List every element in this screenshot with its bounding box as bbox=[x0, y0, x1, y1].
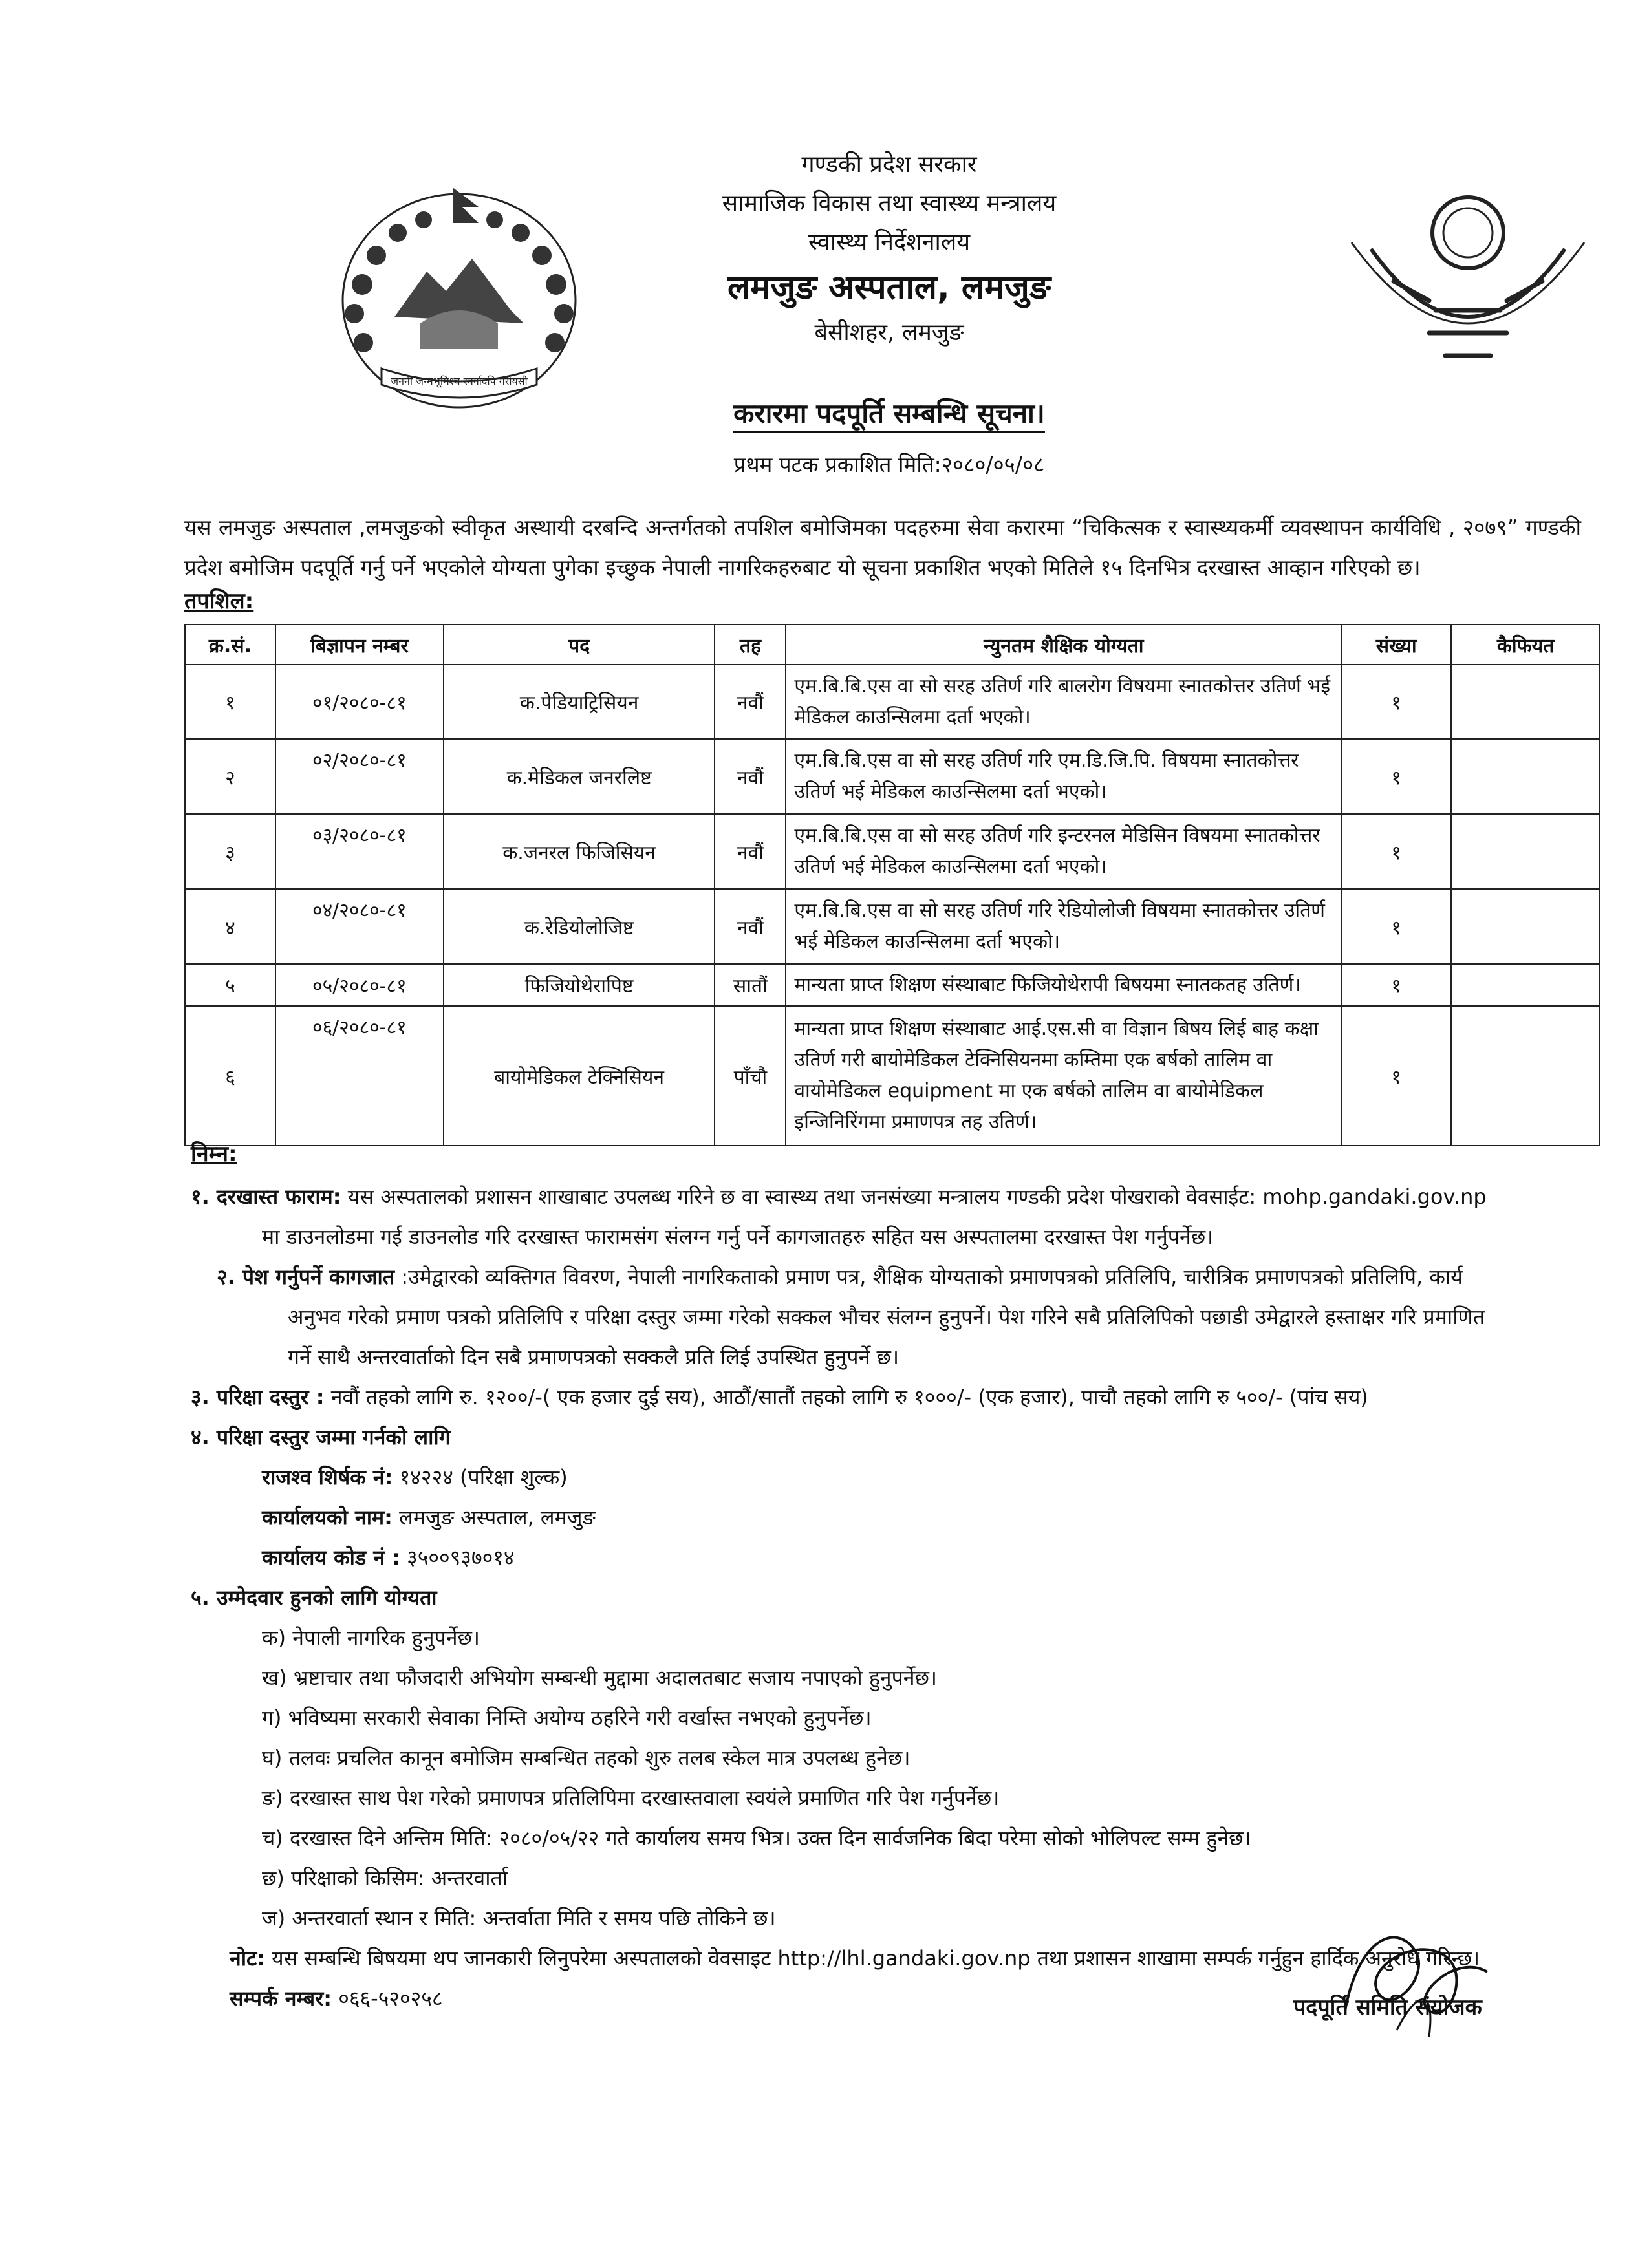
hospital-name: लमजुङ अस्पताल, लमजुङ bbox=[727, 268, 1051, 307]
eligibility-item: क) नेपाली नागरिक हुनुपर्नेछ। bbox=[262, 1625, 480, 1650]
cell-qualification: एम.बि.बि.एस वा सो सरह उतिर्ण गरि इन्टरनल मेडिसिन विषयमा स्नातकोत्तर उतिर्ण भई मेडिकल काउन्सिलमा दर्ता भएको। bbox=[786, 814, 1341, 889]
notice-title-text: करारमा पदपूर्ति सम्बन्धि सूचना। bbox=[733, 398, 1045, 433]
cell-count: १ bbox=[1341, 1006, 1451, 1146]
office-name-row bbox=[191, 1497, 1600, 1537]
col-level: तह bbox=[715, 625, 786, 665]
cell-serial: ६ bbox=[185, 1006, 275, 1146]
col-post: पद bbox=[444, 625, 715, 665]
cell-serial: ३ bbox=[185, 814, 275, 889]
header-line-directorate: स्वास्थ्य निर्देशनालय bbox=[808, 229, 971, 255]
notes-section bbox=[191, 1177, 1600, 2018]
header-line-ministry: सामाजिक विकास तथा स्वास्थ्य मन्त्रालय bbox=[722, 190, 1057, 217]
table-row bbox=[185, 814, 1600, 889]
cell-post: क.पेडियाट्रिसियन bbox=[444, 665, 715, 739]
note-2-text: :उमेद्वारको व्यक्तिगत विवरण, नेपाली नागरिकताको प्रमाण पत्र, शैक्षिक योग्यताको प्रमाणपत्रको प्रतिलिपि, चारीत्रिक प्रमाणपत्रको प्रतिलिपि, कार्य bbox=[401, 1265, 1463, 1289]
cell-advertisement-no: ०६/२०८०-८१ bbox=[275, 1006, 444, 1146]
cell-level: नवौं bbox=[715, 665, 786, 739]
eligibility-item: च) दरखास्त दिने अन्तिम मिति: २०८०/०५/२२ गते कार्यालय समय भित्र। उक्त दिन सार्वजनिक बिदा परेमा सोको भोलिपल्ट सम्म हुनेछ। bbox=[262, 1826, 1251, 1850]
cell-remarks bbox=[1451, 1006, 1600, 1146]
note-text: यस सम्बन्धि बिषयमा थप जानकारी लिनुपरेमा अस्पतालको वेवसाइट http://lhl.gandaki.gov.np तथा प्रशासन शाखामा सम्पर्क गर्नुहुन हार्दिक अनुरोध गरिन्छ। bbox=[272, 1946, 1480, 1971]
cell-advertisement-no: ०३/२०८०-८१ bbox=[275, 814, 444, 889]
cell-level: नवौं bbox=[715, 889, 786, 964]
eligibility-item: ग) भविष्यमा सरकारी सेवाका निम्ति अयोग्य ठहरिने गरी वर्खास्त नभएको हुनुपर्नेछ। bbox=[262, 1706, 872, 1730]
cell-qualification: एम.बि.बि.एस वा सो सरह उतिर्ण गरि बालरोग विषयमा स्नातकोत्तर उतिर्ण भई मेडिकल काउन्सिलमा दर्ता भएको। bbox=[786, 665, 1341, 739]
note-2-text-cont2: गर्ने साथै अन्तरवार्ताको दिन सबै प्रमाणपत्रको सक्कलै प्रति लिई उपस्थित हुनुपर्ने छ। bbox=[288, 1345, 900, 1369]
cell-count: १ bbox=[1341, 814, 1451, 889]
notice-title bbox=[582, 394, 1196, 431]
cell-remarks bbox=[1451, 739, 1600, 814]
note-application-form bbox=[191, 1177, 1600, 1217]
revenue-value: १४२२४ (परिक्षा शुल्क) bbox=[399, 1465, 568, 1490]
cell-remarks bbox=[1451, 665, 1600, 739]
seal-text: गण्डकी प्रदेश सरकार सामाजिक विकास तथा स्वास्थ्य मन्त्रालय स्वास्थ्य निर्देशनालय लमजुङ अस्पताल लमजुङ bbox=[1367, 380, 1569, 386]
cell-advertisement-no: ०५/२०८०-८१ bbox=[275, 964, 444, 1006]
table-row bbox=[185, 739, 1600, 814]
cell-qualification: एम.बि.बि.एस वा सो सरह उतिर्ण गरि रेडियोलोजी विषयमा स्नातकोत्तर उतिर्ण भई मेडिकल काउन्सिलमा दर्ता भएको। bbox=[786, 889, 1341, 964]
note-2-text-cont: अनुभव गरेको प्रमाण पत्रको प्रतिलिपि र परिक्षा दस्तुर जम्मा गरेको सक्कल भौचर संलग्न हुनुपर्ने। पेश गरिने सबै प्रतिलिपिको पछाडी उमेद्वारले हस्ताक्षर गरि प्रमाणित bbox=[288, 1305, 1485, 1329]
eligibility-item: छ) परिक्षाको किसिम: अन्तरवार्ता bbox=[262, 1866, 508, 1890]
office-code-label: कार्यालय कोड नं : bbox=[262, 1545, 400, 1570]
office-seal-icon bbox=[1332, 171, 1604, 391]
note-5-heading: ५. उम्मेदवार हुनको लागि योग्यता bbox=[191, 1585, 437, 1610]
note-1-text-cont: मा डाउनलोडमा गई डाउनलोड गरि दरखास्त फारामसंग संलग्न गर्नु पर्ने कागजातहरु सहित यस अस्पतालमा दरखास्त पेश गर्नुपर्नेछ। bbox=[262, 1225, 1214, 1249]
col-count: संख्या bbox=[1341, 625, 1451, 665]
note-1-heading: १. दरखास्त फाराम: bbox=[191, 1184, 341, 1209]
office-code-value: ३५००९३७०१४ bbox=[407, 1545, 515, 1570]
table-row bbox=[185, 665, 1600, 739]
revenue-label: राजश्व शिर्षक नं: bbox=[262, 1465, 393, 1490]
cell-advertisement-no: ०४/२०८०-८१ bbox=[275, 889, 444, 964]
cell-level: नवौं bbox=[715, 814, 786, 889]
office-name-label: कार्यालयको नाम: bbox=[262, 1505, 393, 1530]
cell-serial: २ bbox=[185, 739, 275, 814]
cell-serial: १ bbox=[185, 665, 275, 739]
convenor-title: पदपूर्ति समिति संयोजक bbox=[1293, 1995, 1482, 2020]
intro-paragraph: यस लमजुङ अस्पताल ,लमजुङको स्वीकृत अस्थायी दरबन्दि अन्तर्गतको तपशिल बमोजिमका पदहरुमा सेवा करारमा “चिकित्सक र स्वास्थ्यकर्मी व्यवस्थापन कार्यविधि , २०७९” गण्डकी प्रदेश बमोजिम पदपूर्ति गर्नु पर्ने भएकोले योग्यता पुगेका इच्छुक नेपाली नागरिकहरुबाट यो सूचना प्रकाशित भएको मितिले १५ दिनभित्र दरखास्त आव्हान गरिएको छ। bbox=[184, 515, 1581, 580]
cell-post: क.मेडिकल जनरलिष्ट bbox=[444, 739, 715, 814]
eligibility-item: घ) तलवः प्रचलित कानून बमोजिम सम्बन्धित तहको शुरु तलब स्केल मात्र उपलब्ध हुनेछ। bbox=[262, 1746, 911, 1770]
eligibility-item: ख) भ्रष्टाचार तथा फौजदारी अभियोग सम्बन्धी मुद्दामा अदालतबाट सजाय नपाएको हुनुपर्नेछ। bbox=[262, 1665, 938, 1690]
cell-advertisement-no: ०१/२०८०-८१ bbox=[275, 665, 444, 739]
cell-count: १ bbox=[1341, 889, 1451, 964]
col-advertisement-no: बिज्ञापन नम्बर bbox=[275, 625, 444, 665]
note-4-heading: ४. परिक्षा दस्तुर जम्मा गर्नको लागि bbox=[191, 1425, 451, 1450]
col-serial: क्र.सं. bbox=[185, 625, 275, 665]
note-documents bbox=[191, 1257, 1600, 1297]
eligibility-item: ङ) दरखास्त साथ पेश गरेको प्रमाणपत्र प्रतिलिपिमा दरखास्तवाला स्वयंले प्रमाणित गरि पेश गर्नुपर्नेछ। bbox=[262, 1786, 1000, 1810]
note-3-heading: ३. परिक्षा दस्तुर : bbox=[191, 1385, 325, 1409]
cell-level: पाँचौ bbox=[715, 1006, 786, 1146]
cell-serial: ४ bbox=[185, 889, 275, 964]
published-date: प्रथम पटक प्रकाशित मिति:२०८०/०५/०८ bbox=[733, 452, 1045, 477]
signature-icon bbox=[1319, 1914, 1513, 2043]
note-3-text: नवौं तहको लागि रु. १२००/-( एक हजार दुई सय), आठौं/सातौं तहको लागि रु १०००/- (एक हजार), पाचौ तहको लागि रु ५००/- (पांच सय) bbox=[330, 1385, 1368, 1409]
notes-label: निम्न: bbox=[191, 1141, 237, 1167]
cell-post: बायोमेडिकल टेक्निसियन bbox=[444, 1006, 715, 1146]
cell-remarks bbox=[1451, 964, 1600, 1006]
table-row bbox=[185, 1006, 1600, 1146]
cell-count: १ bbox=[1341, 739, 1451, 814]
cell-post: क.जनरल फिजिसियन bbox=[444, 814, 715, 889]
cell-qualification: मान्यता प्राप्त शिक्षण संस्थाबाट आई.एस.सी वा विज्ञान बिषय लिई बाह कक्षा उतिर्ण गरी बायोमेडिकल टेक्निसियनमा कम्तिमा एक बर्षको तालिम वा वायोमेडिकल equipment मा एक बर्षको तालिम वा बायोमेडिकल इन्जिनिरिंगमा प्रमाणपत्र तह उतिर्ण। bbox=[786, 1006, 1341, 1146]
table-row bbox=[185, 964, 1600, 1006]
eligibility-item: ज) अन्तरवार्ता स्थान र मिति: अन्तर्वाता मिति र समय पछि तोकिने छ। bbox=[262, 1906, 776, 1931]
cell-remarks bbox=[1451, 814, 1600, 889]
cell-post: क.रेडियोलोजिष्ट bbox=[444, 889, 715, 964]
office-code-row bbox=[191, 1537, 1600, 1578]
cell-post: फिजियोथेरापिष्ट bbox=[444, 964, 715, 1006]
table-header-row bbox=[185, 625, 1600, 665]
cell-count: १ bbox=[1341, 665, 1451, 739]
col-qualification: न्युनतम शैक्षिक योग्यता bbox=[786, 625, 1341, 665]
cell-level: सातौं bbox=[715, 964, 786, 1006]
revenue-heading-row bbox=[191, 1457, 1600, 1497]
note-exam-fee bbox=[191, 1377, 1600, 1417]
cell-qualification: मान्यता प्राप्त शिक्षण संस्थाबाट फिजियोथेरापी बिषयमा स्नातकतह उतिर्ण। bbox=[786, 964, 1341, 1006]
cell-remarks bbox=[1451, 889, 1600, 964]
letterhead bbox=[582, 145, 1196, 352]
vacancy-table bbox=[184, 624, 1600, 1146]
nepal-emblem-icon bbox=[323, 162, 595, 420]
contact-number: ०६६-५२०२५८ bbox=[338, 1986, 443, 2011]
hospital-location: बेसीशहर, लमजुङ bbox=[814, 319, 964, 346]
header-line-province: गण्डकी प्रदेश सरकार bbox=[801, 151, 977, 178]
table-row bbox=[185, 889, 1600, 964]
emblem-motto: जननी जन्मभूमिश्च स्वर्गादपि गरीयसी bbox=[391, 375, 528, 387]
contact-label: सम्पर्क नम्बर: bbox=[230, 1986, 332, 2011]
cell-advertisement-no: ०२/२०८०-८१ bbox=[275, 739, 444, 814]
note-2-heading: २. पेश गर्नुपर्ने कागजात bbox=[217, 1265, 395, 1289]
cell-serial: ५ bbox=[185, 964, 275, 1006]
details-label: तपशिल: bbox=[184, 588, 254, 614]
cell-level: नवौं bbox=[715, 739, 786, 814]
col-remarks: कैफियत bbox=[1451, 625, 1600, 665]
cell-count: १ bbox=[1341, 964, 1451, 1006]
cell-qualification: एम.बि.बि.एस वा सो सरह उतिर्ण गरि एम.डि.जि.पि. विषयमा स्नातकोत्तर उतिर्ण भई मेडिकल काउन्सिलमा दर्ता भएको। bbox=[786, 739, 1341, 814]
note-heading: नोट: bbox=[230, 1946, 265, 1971]
note-1-text: यस अस्पतालको प्रशासन शाखाबाट उपलब्ध गरिने छ वा स्वास्थ्य तथा जनसंख्या मन्त्रालय गण्डकी प्रदेश पोखराको वेवसाईट: mohp.gandaki.gov.np bbox=[347, 1184, 1487, 1209]
office-name-value: लमजुङ अस्पताल, लमजुङ bbox=[399, 1505, 596, 1530]
